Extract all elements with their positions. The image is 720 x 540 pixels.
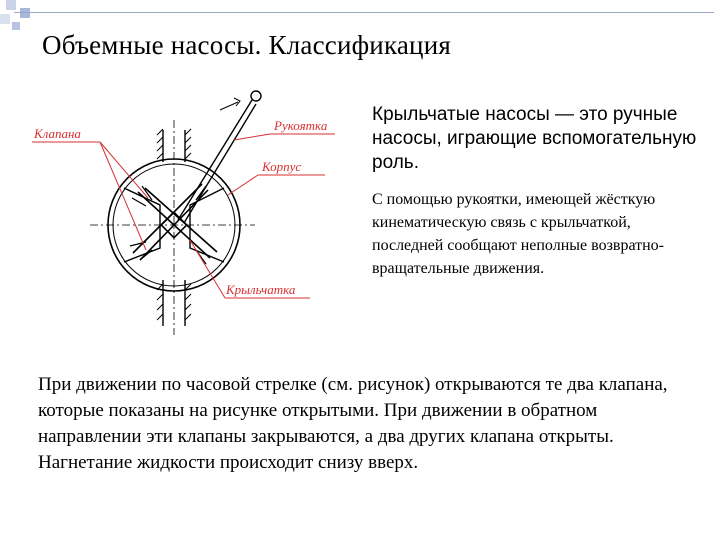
label-impeller: Крыльчатка (226, 282, 296, 297)
label-handle: Рукоятка (274, 118, 328, 133)
pump-diagram (20, 80, 360, 350)
handle (178, 91, 261, 223)
paragraph-operation: При движении по часовой стрелке (см. рисунок) открываются те два клапана, которые показаны на рисунке открытыми. При движении в обратном направлении эти клапаны закрываются, а два других клапана открыты. Нагнетание жидкости происходит снизу вверх. (38, 374, 668, 473)
paragraph-handle: С помощью рукоятки, имеющей жёсткую кинематическую связь с крыльчаткой, последней сообщают неполные возвратно-вращательные движения. (372, 191, 665, 277)
decorative-line (14, 12, 714, 13)
label-valves: Клапана (34, 126, 81, 141)
paragraph-definition: Крыльчатые насосы — это ручные насосы, играющие вспомогательную роль. (372, 104, 697, 173)
label-housing: Корпус (262, 159, 302, 174)
flow-arrows (220, 98, 240, 110)
slide-title: Объемные насосы. Классификация (42, 30, 451, 60)
